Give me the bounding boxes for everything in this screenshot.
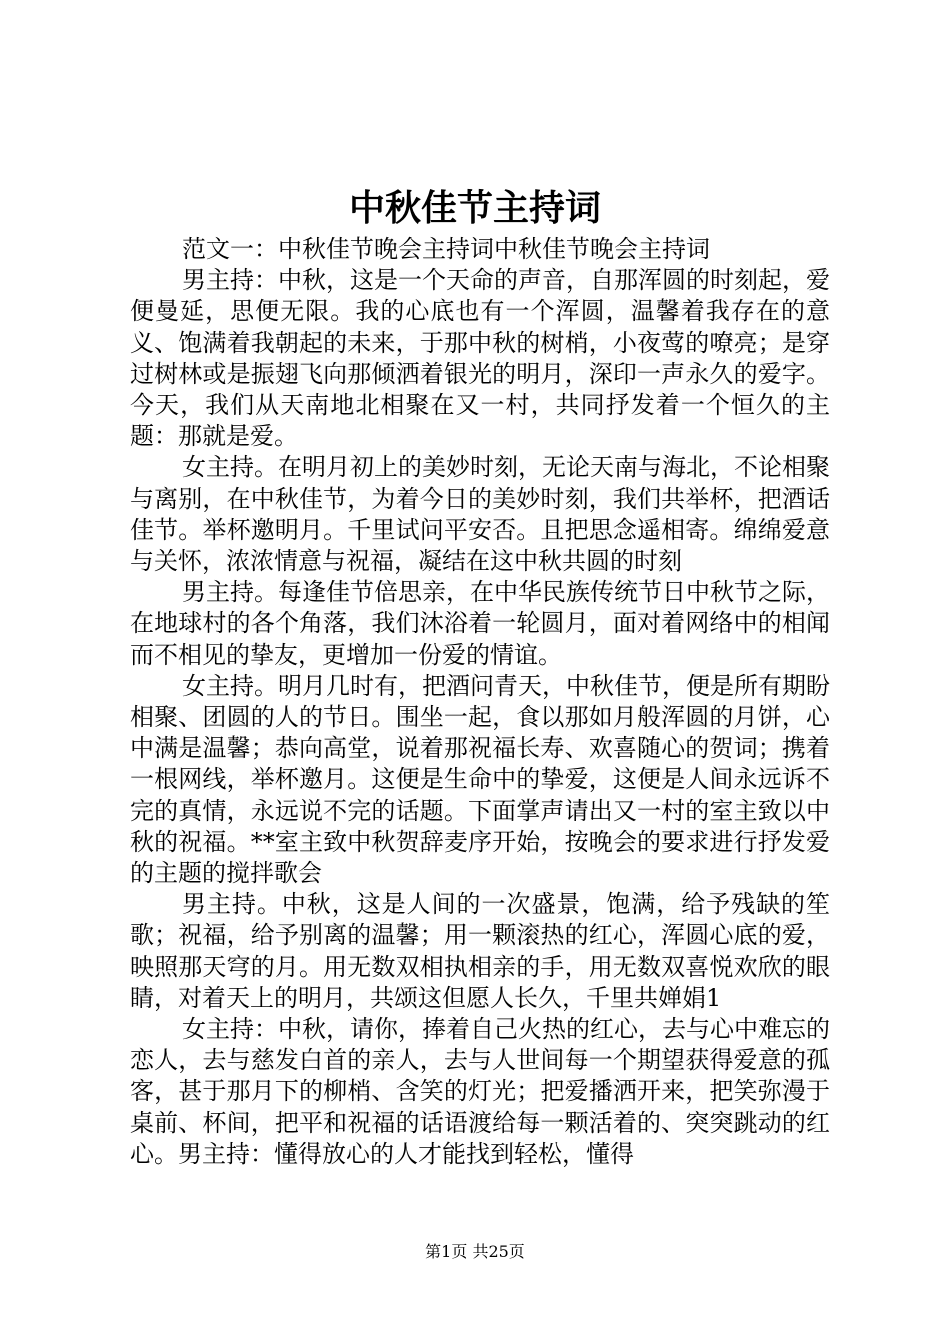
paragraph: 男主持。每逢佳节倍思亲，在中华民族传统节日中秋节之际，在地球村的各个角落，我们沐浴着一轮圆月，面对着网络中的相闻而不相见的挚友，更增加一份爱的情谊。 xyxy=(130,578,830,669)
paragraph: 女主持。明月几时有，把酒问青天，中秋佳节，便是所有期盼相聚、团圆的人的节日。围坐一起，食以那如月般浑圆的月饼，心中满是温馨；恭向高堂，说着那祝福长寿、欢喜随心的贺词；携着一根网线，举杯邀月。这便是生命中的挚爱，这便是人间永远诉不完的真情，永远说不完的话题。下面掌声请出又一村的室主致以中秋的祝福。**室主致中秋贺辞麦序开始，按晚会的要求进行抒发爱的主题的搅拌歌会 xyxy=(130,671,830,888)
document-body xyxy=(130,234,830,1170)
paragraph-intro: 范文一：中秋佳节晚会主持词中秋佳节晚会主持词 xyxy=(182,235,710,263)
paragraph: 男主持。中秋，这是人间的一次盛景，饱满，给予残缺的笙歌；祝福，给予别离的温馨；用一颗滚热的红心，浑圆心底的爱，映照那天穹的月。用无数双相执相亲的手，用无数双喜悦欢欣的眼睛，对着天上的明月，共颂这但愿人长久，千里共婵娟1 xyxy=(130,890,830,1012)
paragraph: 男主持：中秋，这是一个天命的声音，自那浑圆的时刻起，爱便曼延，思便无限。我的心底也有一个浑圆，温馨着我存在的意义、饱满着我朝起的未来，于那中秋的树梢，小夜莺的嘹亮；是穿过树林或是振翅飞向那倾洒着银光的明月，深印一声永久的爱字。今天，我们从天南地北相聚在又一村，共同抒发着一个恒久的主题：那就是爱。 xyxy=(130,266,830,451)
paragraph: 女主持。在明月初上的美妙时刻，无论天南与海北，不论相聚与离别，在中秋佳节，为着今日的美妙时刻，我们共举杯，把酒话佳节。举杯邀明月。千里试问平安否。且把思念遥相寄。绵绵爱意与关怀，浓浓情意与祝福，凝结在这中秋共圆的时刻 xyxy=(130,453,830,576)
page-number-footer: 第1页 共25页 xyxy=(425,1242,525,1261)
paragraph: 女主持：中秋，请你，捧着自己火热的红心，去与心中难忘的恋人，去与慈发白首的亲人，去与人世间每一个期望获得爱意的孤客，甚于那月下的柳梢、含笑的灯光；把爱播洒开来，把笑弥漫于桌前、杯间，把平和祝福的话语渡给每一颗活着的、突突跳动的红心。男主持：懂得放心的人才能找到轻松，懂得 xyxy=(130,1015,830,1168)
document-title: 中秋佳节主持词 xyxy=(348,187,601,229)
